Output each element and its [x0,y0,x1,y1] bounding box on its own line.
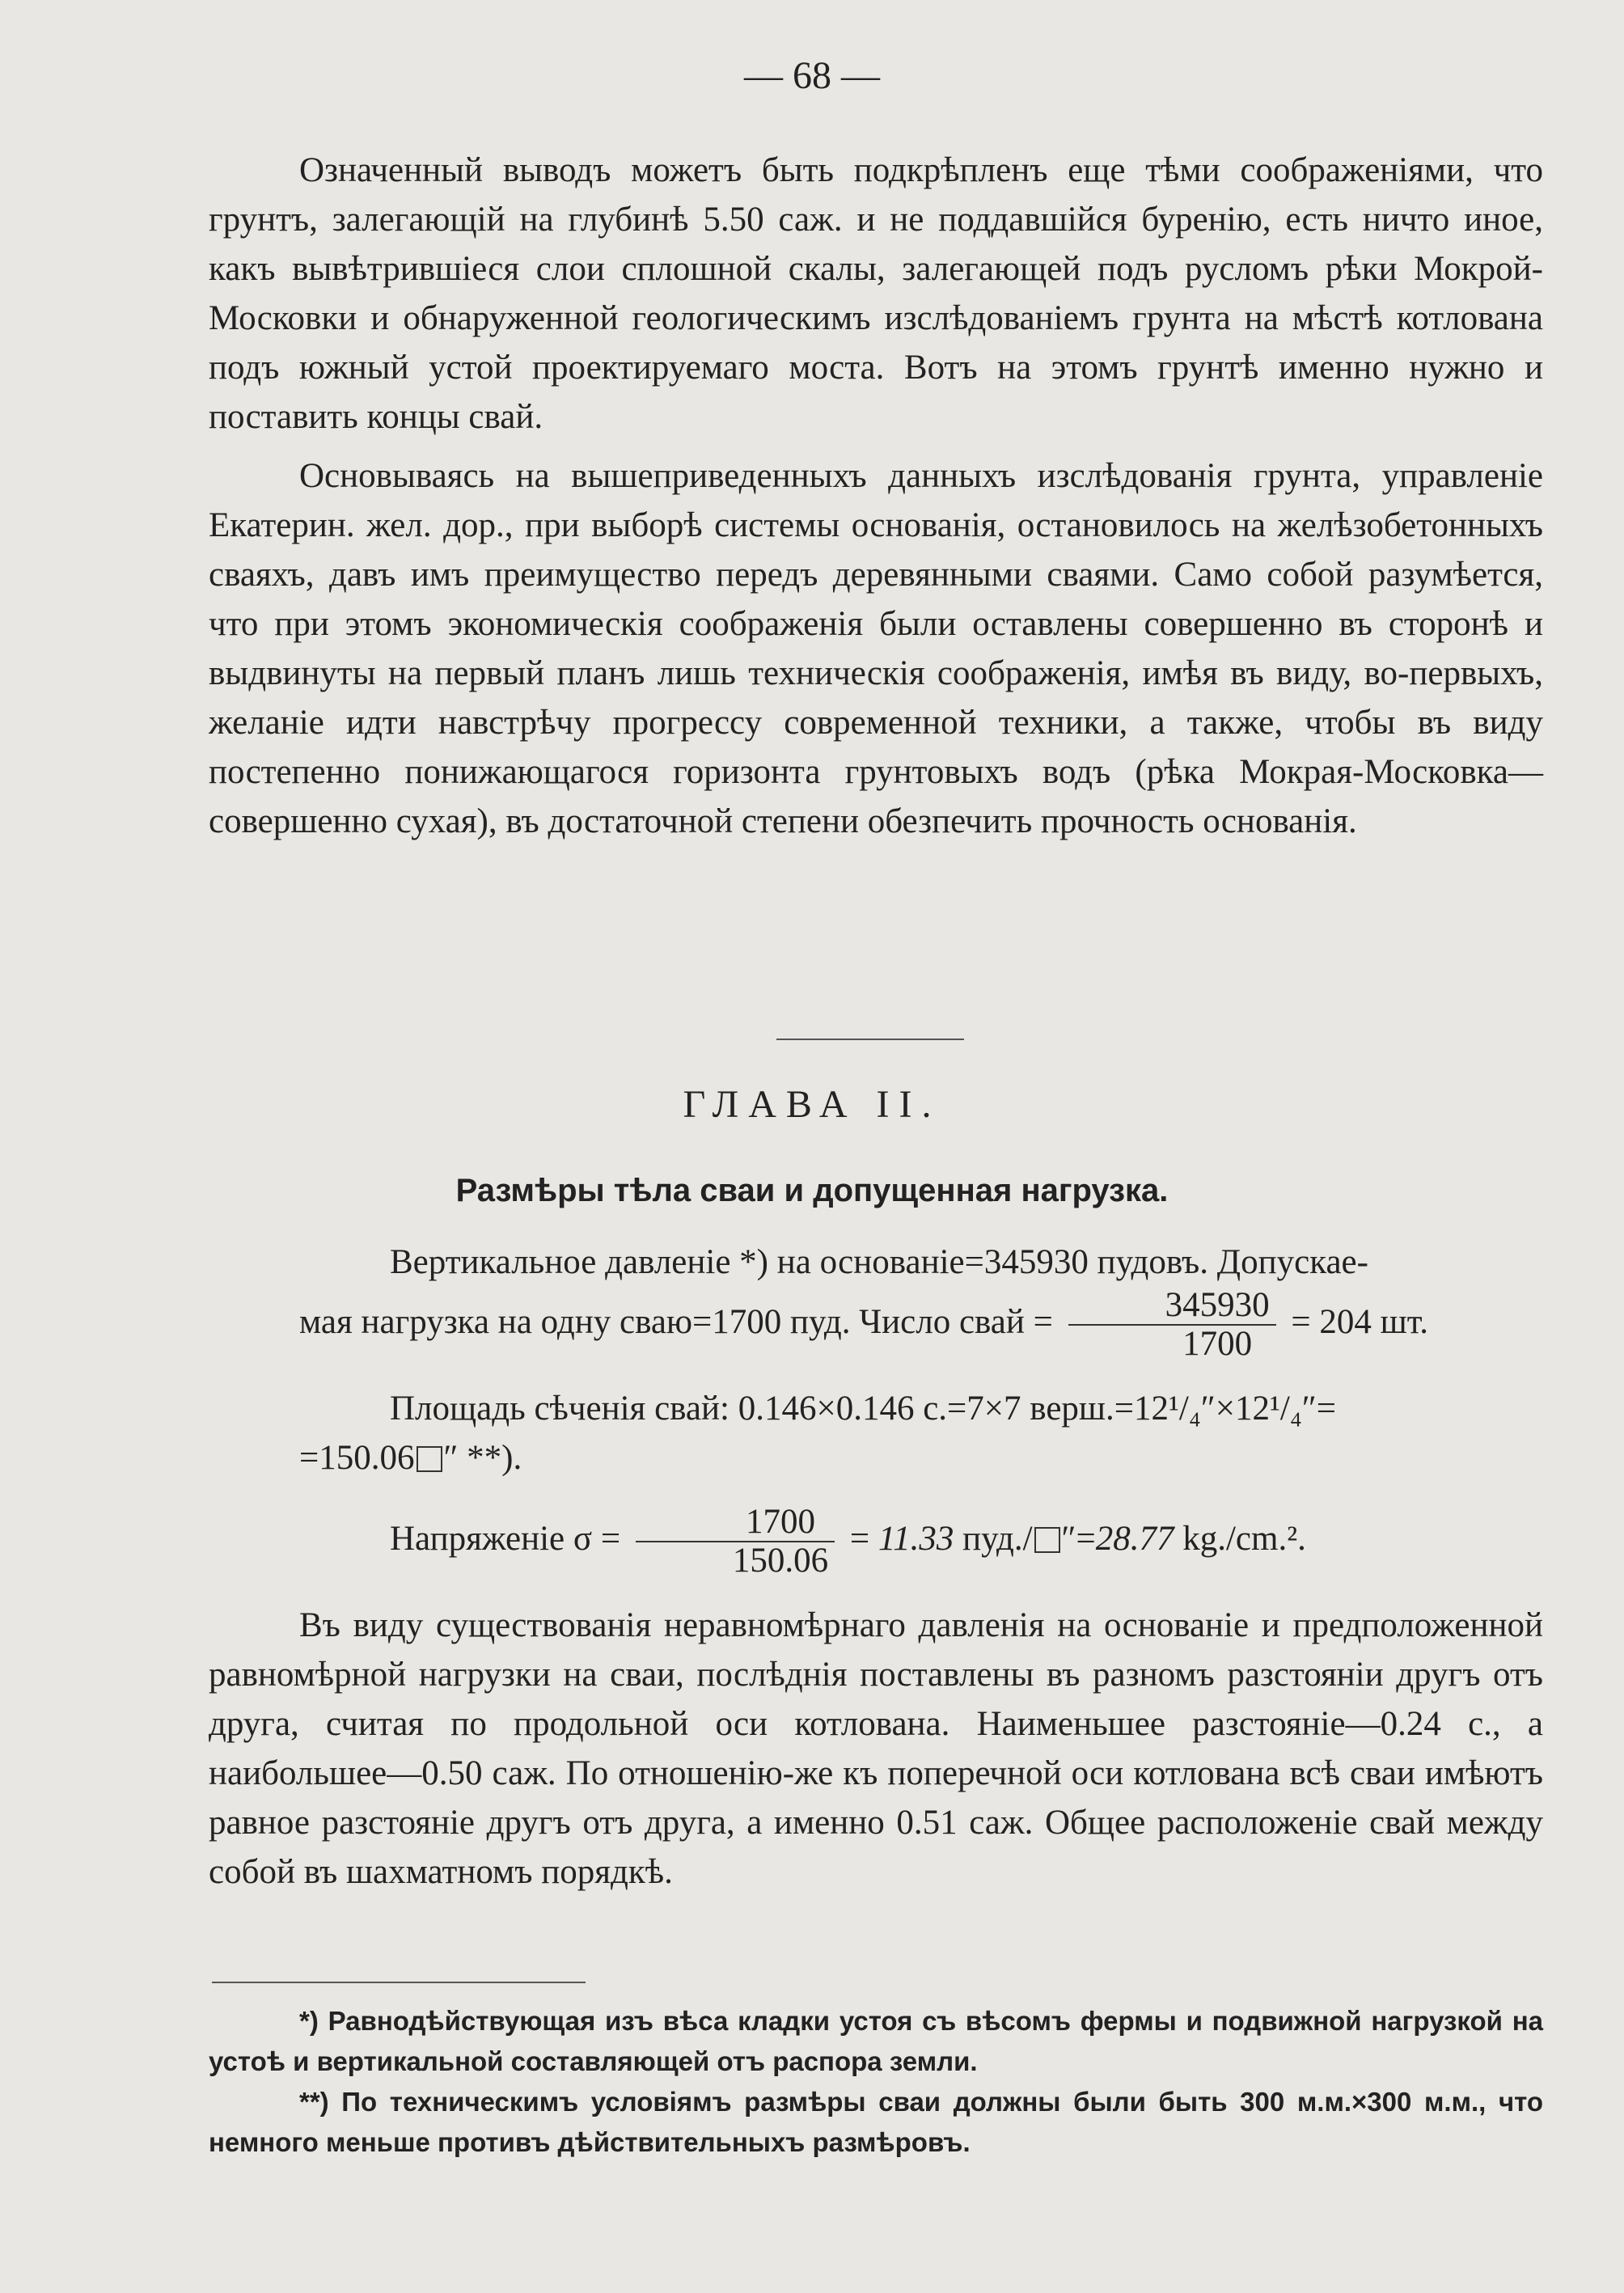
page-number: — 68 — [744,54,880,97]
stress-equals: = [849,1519,878,1558]
section-divider [776,1039,964,1040]
load-line [209,1287,1543,1363]
stress-line [209,1504,1543,1580]
stress-unit-metric: kg./cm.². [1174,1519,1306,1558]
load-line-text: мая нагрузка на одну сваю=1700 пуд. Число свай = [299,1302,1053,1341]
area-value: =150.06 [299,1439,415,1477]
fraction-numerator: 345930 [1068,1287,1276,1326]
pressure-line: Вертикальное давленіе *) на основаніе=345930 пудовъ. Допускае- [390,1243,1368,1281]
square-symbol-icon [417,1446,442,1472]
footnotes [209,2001,1543,2163]
area-unit: ″ **). [443,1439,522,1477]
chapter-subtitle: Размѣры тѣла сваи и допущенная нагрузка. [455,1173,1169,1208]
footnote-divider [212,1982,586,1983]
stress-unit: пуд./ [954,1519,1033,1558]
area-line-continued [209,1433,1543,1483]
fraction-denominator: 150.06 [732,1542,829,1580]
stress-equals-2: ″= [1061,1519,1096,1558]
paragraph: Основываясь на вышеприведенныхъ данныхъ изслѣдованія грунта, управленіе Екатерин. жел. дор., при выборѣ системы основанія, остановилось на желѣзобетонныхъ сваяхъ, давъ имъ преимущество передъ деревянными сваями. Само собой разумѣется, что при этомъ экономическія соображенія были оставлены совершенно въ сторонѣ и выдвинуты на первый планъ лишь техническія соображенія, имѣя въ виду, во-первыхъ, желаніе идти навстрѣчу прогрессу современной техники, а также, чтобы въ виду постепенно понижающагося горизонта грунтовыхъ водъ (рѣка Мокрая-Московка—совершенно сухая), въ достаточной степени обезпечить прочность основанія. [209,457,1543,840]
area-line: Площадь сѣченія свай: 0.146×0.146 с.=7×7 верш.=12¹/₄″×12¹/₄″= [390,1390,1337,1428]
fraction-numerator: 1700 [636,1504,835,1542]
square-symbol-icon [1034,1527,1060,1553]
load-line-result: = 204 шт. [1291,1302,1429,1341]
fraction-denominator: 1700 [1182,1325,1253,1363]
paragraph: Означенный выводъ можетъ быть подкрѣпленъ еще тѣми соображеніями, что грунтъ, залегающій на глубинѣ 5.50 саж. и не поддавшійся буренію, есть ничто иное, какъ вывѣтрившіеся слои сплошной скалы, залегающей подъ русломъ рѣки Мокрой-Московки и обнаруженной геологическимъ изслѣдованіемъ грунта на мѣстѣ котлована подъ южный устой проектируемаго моста. Вотъ на этомъ грунтѣ именно нужно и поставить концы свай. [209,151,1543,436]
stress-value-metric: 28.77 [1095,1519,1174,1558]
paragraph: Въ виду существованія неравномѣрнаго давленія на основаніе и предположенной равномѣрной нагрузки на сваи, послѣднія поставлены въ разномъ разстояніи другъ отъ друга, считая по продольной оси котлована. Наименьшее разстояніе—0.24 с., а наибольшее—0.50 саж. По отношенію-же къ поперечной оси котлована всѣ сваи имѣютъ равное разстояніе другъ отъ друга, а именно 0.51 саж. Общее расположеніе свай между собой въ шахматномъ порядкѣ. [209,1606,1543,1891]
footnote: *) Равнодѣйствующая изъ вѣса кладки устоя съ вѣсомъ фермы и подвижной нагрузкой на устоѣ и вертикальной составляющей отъ распора земли. [209,2006,1543,2076]
stress-fraction [636,1504,835,1580]
stress-value: 11.33 [878,1519,954,1558]
footnote: **) По техническимъ условіямъ размѣры сваи должны были быть 300 м.м.×300 м.м., что немного меньше противъ дѣйствительныхъ размѣровъ. [209,2087,1543,2157]
section-a-text [209,146,1543,846]
chapter-title: ГЛАВА II. [683,1083,941,1126]
stress-label: Напряженіе σ = [390,1519,621,1558]
pile-count-fraction [1068,1287,1276,1363]
section-b-text [209,1237,1543,1897]
